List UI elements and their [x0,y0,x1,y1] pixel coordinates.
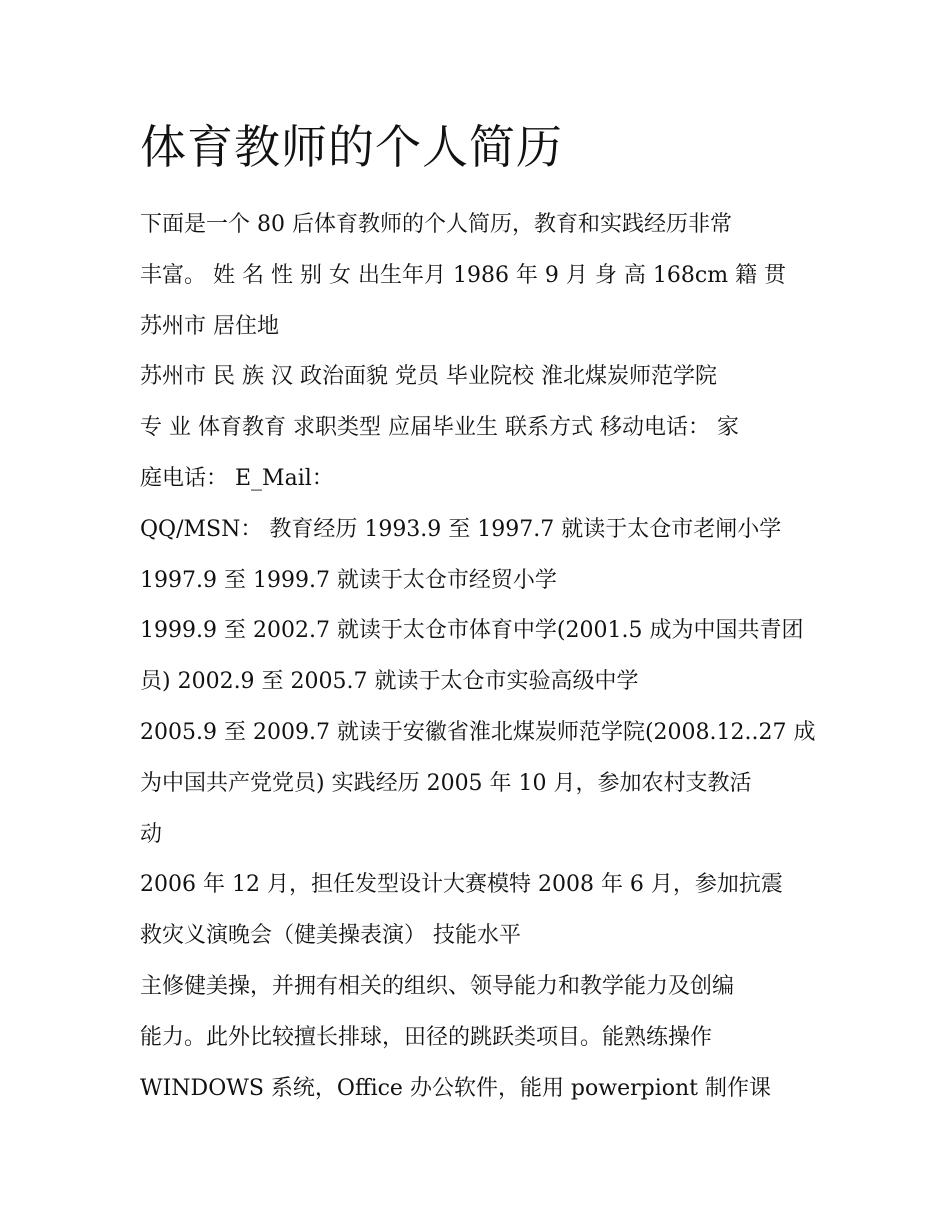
body-line: WINDOWS 系统，Office 办公软件，能用 powerpiont 制作课 [140,1075,771,1101]
body-line: 主修健美操，并拥有相关的组织、领导能力和教学能力及创编 [140,973,735,999]
document-body [140,200,820,1114]
body-line: 苏州市 居住地 [140,313,279,339]
body-line: 丰富。 姓 名 性 别 女 出生年月 1986 年 9 月 身 高 168cm 籍 贯 [140,262,787,288]
body-line: 庭电话： E_Mail： [140,465,334,491]
body-line: 2005.9 至 2009.7 就读于安徽省淮北煤炭师范学院(2008.12..27 成 [140,719,816,745]
body-line: 救灾义演晚会（健美操表演） 技能水平 [140,923,521,949]
body-line: 专 业 体育教育 求职类型 应届毕业生 联系方式 移动电话： 家 [140,415,739,441]
document-title: 体育教师的个人简历 [140,120,563,174]
body-line: 1999.9 至 2002.7 就读于太仓市体育中学(2001.5 成为中国共青团 [140,618,804,644]
body-line: QQ/MSN： 教育经历 1993.9 至 1997.7 就读于太仓市老闸小学 [140,516,782,542]
body-line: 2006 年 12 月，担任发型设计大赛模特 2008 年 6 月，参加抗震 [140,872,783,898]
body-line: 能力。此外比较擅长排球，田径的跳跃类项目。能熟练操作 [140,1024,713,1050]
body-line: 1997.9 至 1999.7 就读于太仓市经贸小学 [140,567,557,593]
body-line: 苏州市 民 族 汉 政治面貌 党员 毕业院校 淮北煤炭师范学院 [140,364,717,390]
body-line: 下面是一个 80 后体育教师的个人简历，教育和实践经历非常 [140,212,732,237]
body-line: 为中国共产党党员) 实践经历 2005 年 10 月，参加农村支教活 [140,770,752,796]
body-line: 动 [140,821,163,847]
document-content [140,112,820,1114]
body-line: 员) 2002.9 至 2005.7 就读于太仓市实验高级中学 [140,669,639,695]
